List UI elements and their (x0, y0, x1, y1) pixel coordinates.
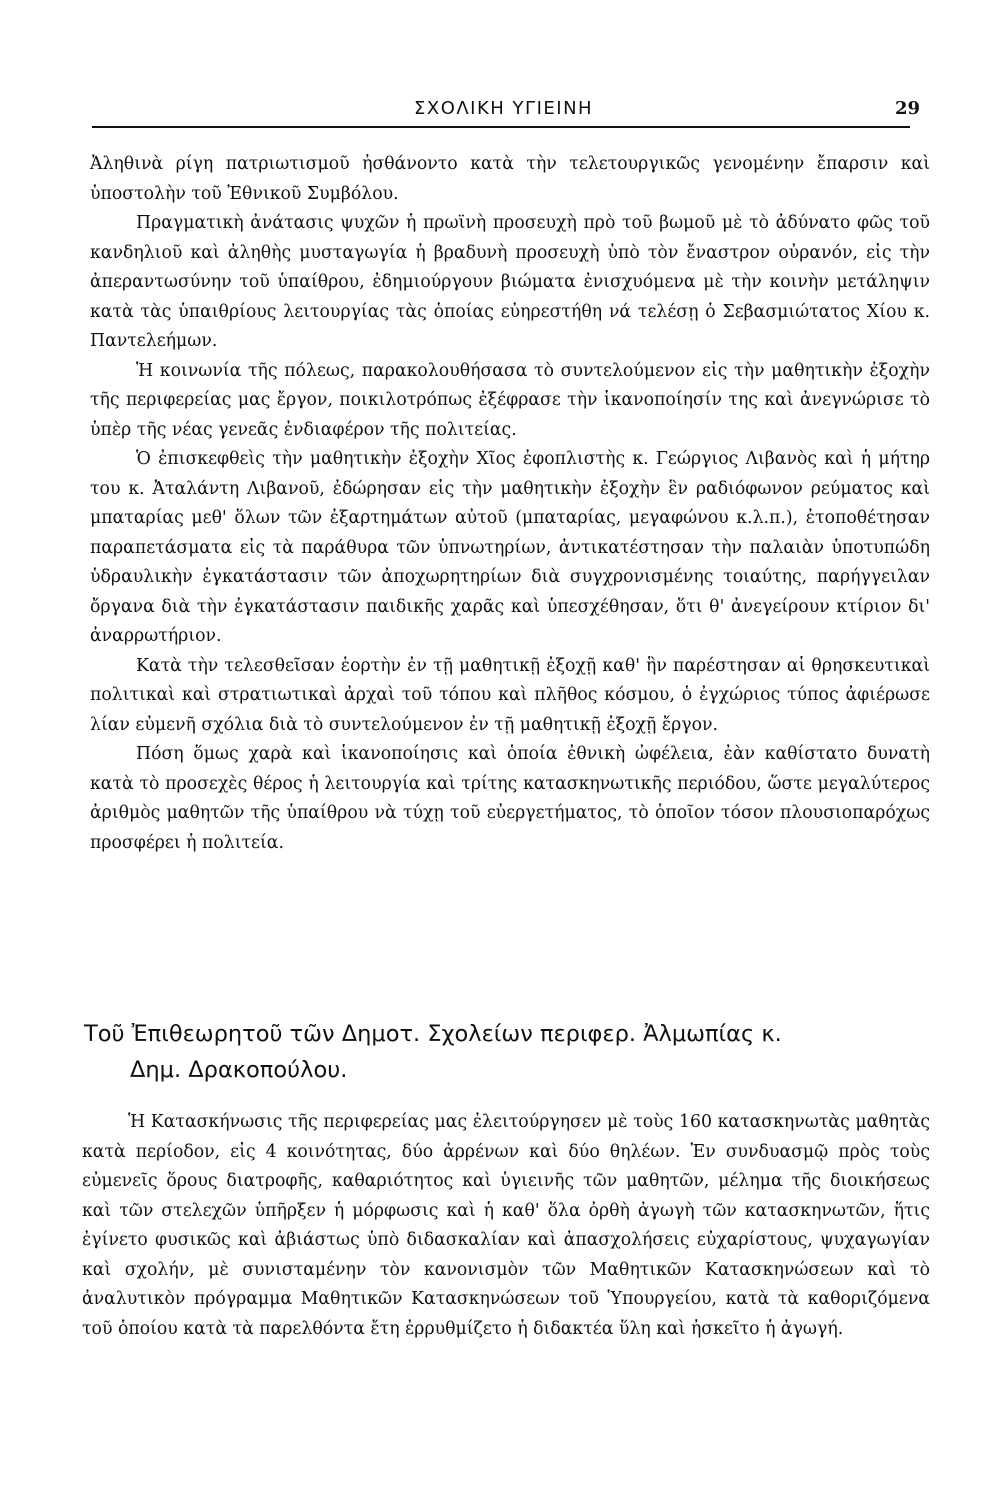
running-title: ΣΧΟΛΙΚΗ ΥΓΙΕΙΝΗ (414, 98, 594, 119)
header-rule (92, 126, 910, 128)
page-number: 29 (895, 98, 921, 119)
paragraph: Πόση ὅμως χαρὰ καὶ ἱκανοποίησις καὶ ὁποία ἐθνικὴ ὠφέλεια, ἐὰν καθίστατο δυνατὴ κατὰ τὸ προσεχὲς θέρος ἡ λειτουργία καὶ τρίτης κατασκηνωτικῆς περιόδου, ὥστε μεγαλύτερος ἀριθμὸς μαθητῶν τῆς ὑπαίθρου νὰ τύχῃ τοῦ εὐεργετήματος, τὸ ὁποῖον τόσον πλουσιοπαρόχως προσφέρει ἡ πολιτεία. (90, 744, 930, 853)
section-body-1 (90, 150, 930, 858)
paragraph: Πραγματικὴ ἀνάτασις ψυχῶν ἡ πρωϊνὴ προσευχὴ πρὸ τοῦ βωμοῦ μὲ τὸ ἀδύνατο φῶς τοῦ κανδηλιοῦ καὶ ἀληθὴς μυσταγωγία ἡ βραδυνὴ προσευχὴ ὑπὸ τὸν ἔναστρον οὐρανόν, εἰς τὴν ἀπεραντωσύνην τοῦ ὑπαίθρου, ἐδημιούργουν βιώματα ἐνισχυόμενα μὲ τὴν κοινὴν μετάληψιν κατὰ τὰς ὑπαιθρίους λειτουργίας τὰς ὁποίας εὐηρεστήθη νά τελέσῃ ὁ Σεβασμιώτατος Χίου κ. Παντελεήμων. (90, 213, 930, 351)
paragraph: Κατὰ τὴν τελεσθεῖσαν ἑορτὴν ἐν τῇ μαθητικῇ ἐξοχῇ καθ' ἣν παρέστησαν αἱ θρησκευτικαὶ πολιτικαὶ καὶ στρατιωτικαὶ ἀρχαὶ τοῦ τόπου καὶ πλῆθος κόσμου, ὁ ἐγχώριος τύπος ἀφιέρωσε λίαν εὐμενῆ σχόλια διὰ τὸ συντελούμενον ἐν τῇ μαθητικῇ ἐξοχῇ ἔργον. (90, 655, 930, 735)
section-heading-line-2: Δημ. Δρακοπούλου. (130, 1057, 348, 1083)
section-body-2 (82, 1108, 930, 1344)
paragraph: Ἀληθινὰ ρίγη πατριωτισμοῦ ἠσθάνοντο κατὰ τὴν τελετουργικῶς γενομένην ἔπαρσιν καὶ ὑποστολὴν τοῦ Ἐθνικοῦ Συμβόλου. (90, 154, 930, 204)
paragraph: Ἡ κοινωνία τῆς πόλεως, παρακολουθήσασα τὸ συντελούμενον εἰς τὴν μαθητικὴν ἐξοχὴν τῆς περιφερείας μας ἔργον, ποικιλοτρόπως ἐξέφρασε τὴν ἱκανοποίησίν της καὶ ἀνεγνώρισε τὸ ὑπὲρ τῆς νέας γενεᾶς ἐνδιαφέρον τῆς πολιτείας. (90, 360, 930, 440)
paragraph: Ἡ Κατασκήνωσις τῆς περιφερείας μας ἐλειτούργησεν μὲ τοὺς 160 κατασκηνωτὰς μαθητὰς κατὰ περίοδον, εἰς 4 κοινότητας, δύο ἀρρένων καὶ δύο θηλέων. Ἐν συνδυασμῷ πρὸς τοὺς εὐμενεῖς ὅρους διατροφῆς, καθαριότητος καὶ ὑγιεινῆς τῶν μαθητῶν, μέλημα τῆς διοικήσεως καὶ τῶν στελεχῶν ὑπῆρξεν ἡ μόρφωσις καὶ ἡ καθ' ὅλα ὀρθὴ ἀγωγὴ τῶν κατασκηνωτῶν, ἥτις ἐγίνετο φυσικῶς καὶ ἀβιάστως ὑπὸ διδασκαλίαν καὶ ἀπασχολήσεις εὐχαρίστους, ψυχαγωγίαν καὶ σχολήν, μὲ συνισταμένην τὸν κανονισμὸν τῶν Μαθητικῶν Κατασκηνώσεων καὶ τὸ ἀναλυτικὸν πρόγραμμα Μαθητικῶν Κατασκηνώσεων τοῦ Ὑπουργείου, κατὰ τὰ καθοριζόμενα τοῦ ὁποίου κατὰ τὰ παρελθόντα ἔτη ἐρρυθμίζετο ἡ διδακτέα ὕλη καὶ ἠσκεῖτο ἡ ἀγωγή. (82, 1112, 930, 1339)
paragraph: Ὁ ἐπισκεφθεὶς τὴν μαθητικὴν ἐξοχὴν Χῖος ἐφοπλιστὴς κ. Γεώργιος Λιβανὸς καὶ ἡ μήτηρ του κ. Ἀταλάντη Λιβανοῦ, ἐδώρησαν εἰς τὴν μαθητικὴν ἐξοχὴν ἓν ραδιόφωνον ρεύματος καὶ μπαταρίας μεθ' ὅλων τῶν ἐξαρτημάτων αὐτοῦ (μπαταρίας, μεγαφώνου κ.λ.π.), ἐτοποθέτησαν παραπετάσματα εἰς τὰ παράθυρα τῶν ὑπνωτηρίων, ἀντικατέστησαν τὴν παλαιὰν ὑποτυπώδη ὑδραυλικὴν ἐγκατάστασιν τῶν ἀποχωρητηρίων διὰ συγχρονισμένης τοιαύτης, παρήγγειλαν ὄργανα διὰ τὴν ἐγκατάστασιν παιδικῆς χαρᾶς καὶ ὑπεσχέθησαν, ὅτι θ' ἀνεγείρουν κτίριον δι' ἀναρρωτήριον. (90, 449, 930, 646)
section-heading (84, 1016, 944, 1088)
section-heading-line-1: Τοῦ Ἐπιθεωρητοῦ τῶν Δημοτ. Σχολείων περιφερ. Ἀλμωπίας κ. (84, 1021, 782, 1047)
